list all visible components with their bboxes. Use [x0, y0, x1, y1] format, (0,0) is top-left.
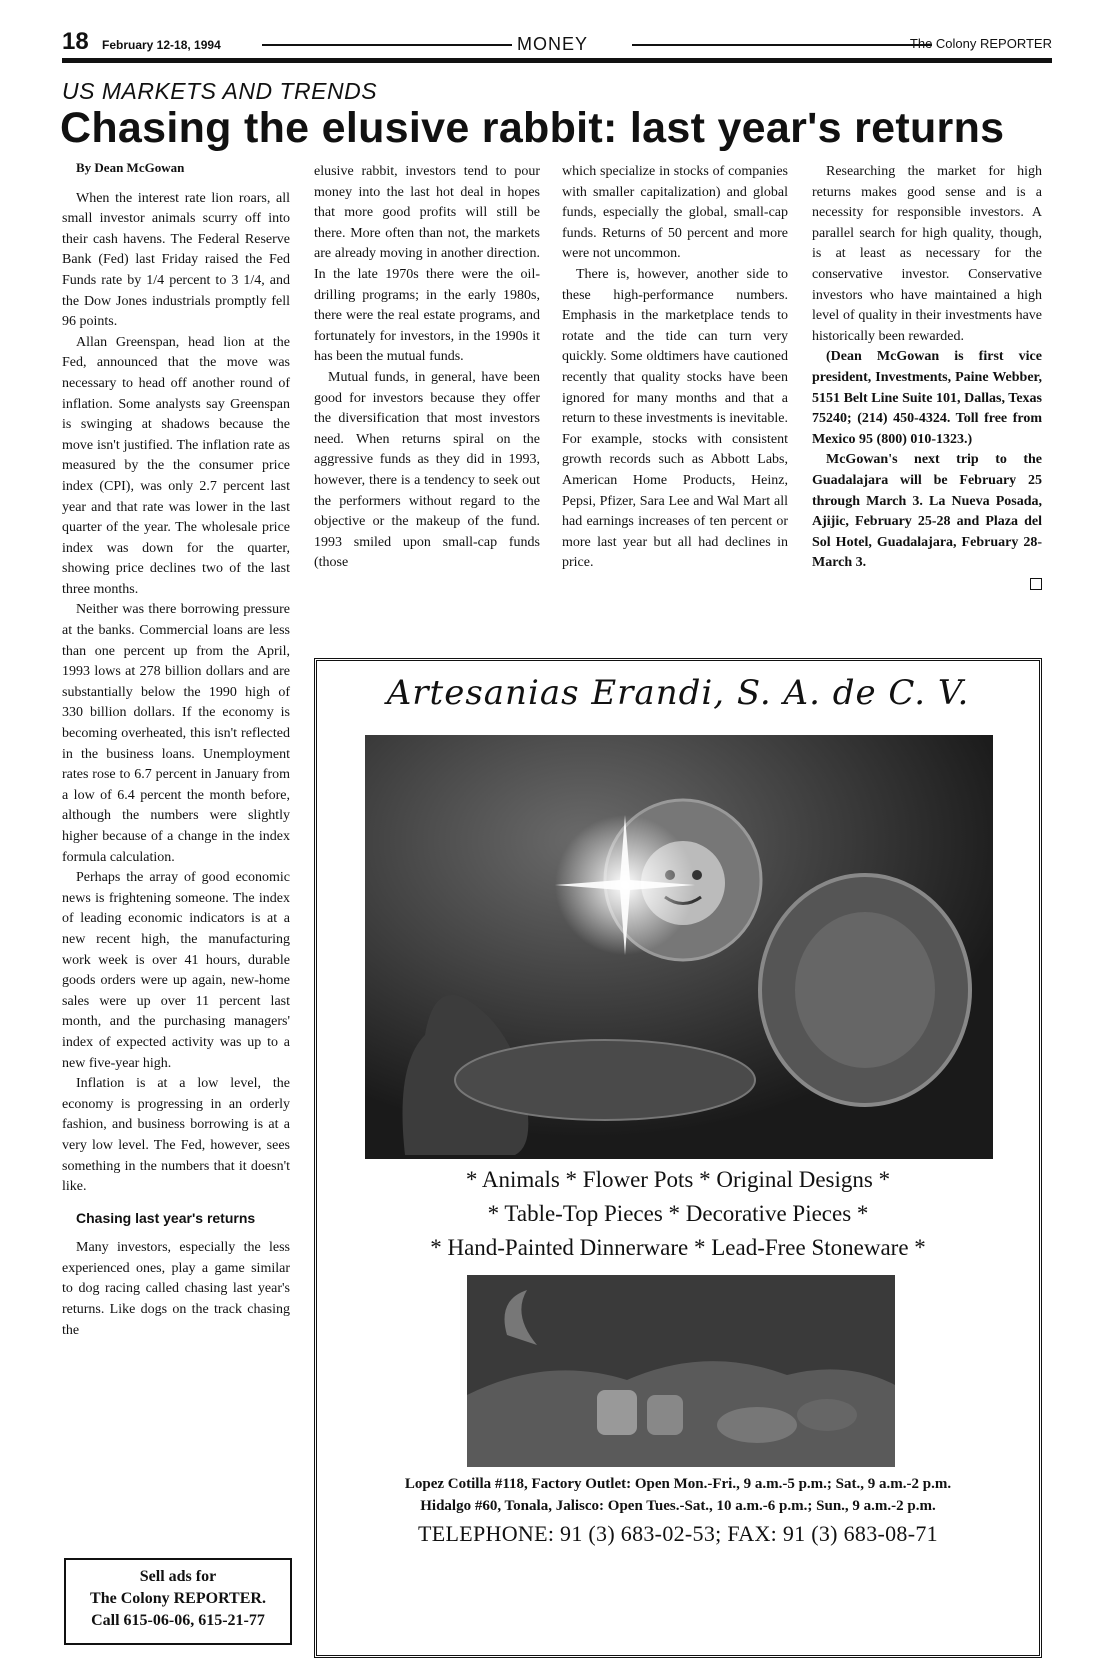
header-rule [62, 58, 1052, 63]
ad-telephone: TELEPHONE: 91 (3) 683-02-53; FAX: 91 (3) 683-08-71 [418, 1521, 938, 1546]
article-column-1 [62, 158, 290, 1341]
paragraph: When the interest rate lion roars, all small investor animals scurry off into their cash havens. The Federal Reserve Bank (Fed) last Friday raised the Fed Funds rate by 1/4 percent to 3 1/4, and the Dow Jones industrials promptly fell 96 points. [62, 190, 290, 330]
end-mark-icon [1030, 578, 1042, 590]
sell-ads-line: Sell ads for [139, 1568, 217, 1585]
header-divider [632, 44, 932, 46]
article-column-2 [314, 162, 540, 574]
paragraph: There is, however, another side to these high-performance numbers. Emphasis in the marketplace tends to rotate and the tide can turn very quickly. Some oldtimers have cautioned recently that quality stocks have been ignored for many months and that a return to these investments is inevitable. For example, stocks with consistent growth records such as Abbott Labs, American Home Products, Heinz, Pepsi, Pfizer, Sara Lee and Wal Mart all had earnings increases of ten percent or more last year but all had declines in price. [562, 266, 788, 571]
sell-ads-box [64, 1558, 292, 1645]
issue-date: February 12-18, 1994 [102, 38, 221, 52]
article-headline: Chasing the elusive rabbit: last year's returns [60, 104, 1005, 152]
paragraph: Researching the market for high returns makes good sense and is a necessity for responsible investors. A parallel search for high quality, though, is at least as necessary for the conservative investor. Conservative investors who have maintained a high level of quality in their investments have historically been rewarded. [812, 164, 1042, 344]
article-column-3 [562, 162, 788, 574]
page-number: 18 [62, 28, 89, 55]
ad-address-line: Hidalgo #60, Tonala, Jalisco: Open Tues.-Sat., 10 a.m.-6 p.m.; Sun., 9 a.m.-2 p.m. [420, 1498, 936, 1514]
page-header [62, 30, 1052, 56]
sell-ads-phone: Call 615-06-06, 615-21-77 [91, 1612, 265, 1629]
paragraph: Neither was there borrowing pressure at the banks. Commercial loans are less than one percent up from the April, 1993 lows at 278 billion dollars and are substantially below the 1990 high of 330 billion dollars. If the economy is becoming overheated, this isn't reflected in the business loans. Unemployment rates rose to 6.7 percent in January from a low of 6.4 percent the month before, although the numbers were slightly higher because of a change in the index formula calculation. [62, 602, 290, 865]
paragraph: Many investors, especially the less experienced ones, play a game similar to dog racing called chasing last year's returns. Like dogs on the track chasing the [62, 1240, 290, 1338]
advertisement [314, 658, 1042, 1658]
ad-brand: Artesanias Erandi, S. A. de C. V. [386, 673, 970, 713]
ad-address-line: Lopez Cotilla #118, Factory Outlet: Open Mon.-Fri., 9 a.m.-5 p.m.; Sat., 9 a.m.-2 p.m. [404, 1476, 952, 1492]
ad-photo-figurines [467, 1275, 895, 1467]
trip-notice: McGowan's next trip to the Guadalajara will be February 25 through March 3. La Nueva Posada, Ajijic, February 25-28 and Plaza del Sol Hotel, Guadalajara, February 28-March 3. [812, 452, 1042, 571]
article-kicker: US MARKETS AND TRENDS [62, 78, 378, 104]
paragraph: Perhaps the array of good economic news is frightening someone. The index of leading economic indicators is at a new recent high, the manufacturing work week is over 41 hours, durable goods orders were up again, new-home sales were up over 11 percent last month, and the purchasing managers' index of expected activity was up to a new five-year high. [62, 870, 290, 1071]
ad-addresses [317, 1473, 1039, 1517]
paragraph: elusive rabbit, investors tend to pour money into the last hot deal in hopes that more good profits will still be there. More often than not, the markets are already moving in another direction. In the late 1970s there were the oil-drilling programs; in the early 1980s, there were the real estate programs, and fortunately for investors, in the 1990s it has been the mutual funds. [314, 164, 540, 365]
author-bio: (Dean McGowan is first vice president, Investments, Paine Webber, 5151 Belt Line Suite 101, Dallas, Texas 75240; (214) 450-4324. Toll free from Mexico 95 (800) 010-1323.) [812, 349, 1042, 447]
publication-name: The Colony REPORTER [909, 36, 1052, 51]
paragraph: Allan Greenspan, head lion at the Fed, announced that the move was necessary to head off another round of inflation. Some analysts say Greenspan is swinging at shadows because the move isn't justified. The inflation rate as measured by the the consumer price index (CPI), was only 2.7 percent last year and that rate was lower in the last quarter of the year. The wholesale price index was down for the quarter, showing price declines two of the last three months. [62, 334, 290, 597]
section-name: MONEY [517, 34, 589, 54]
ad-product-list [317, 1163, 1039, 1265]
byline: By Dean McGowan [76, 160, 185, 175]
paragraph: Inflation is at a low level, the economy is progressing in an orderly fashion, and business borrowing is at a very low level. The Fed, however, sees something in the numbers that it doesn't like. [62, 1076, 290, 1195]
paragraph: Mutual funds, in general, have been good for investors because they offer the diversification that most investors need. When returns spiral on the aggressive funds as they did in 1993, however, there is a tendency to seek out the performers without regard to the objective or the makeup of the fund. 1993 smiled upon small-cap funds (those [314, 369, 540, 571]
paragraph: which specialize in stocks of companies with smaller capitalization) and global funds, especially the global, small-cap funds. Returns of 50 percent and more were not uncommon. [562, 164, 788, 262]
header-divider [262, 44, 512, 46]
article-column-4 [812, 162, 1042, 590]
subheading: Chasing last year's returns [76, 1209, 256, 1226]
ad-product-line: * Animals * Flower Pots * Original Designs * [465, 1167, 891, 1192]
ad-photo-pottery [365, 735, 993, 1159]
ad-product-line: * Table-Top Pieces * Decorative Pieces * [487, 1201, 869, 1226]
ad-product-line: * Hand-Painted Dinnerware * Lead-Free Stoneware * [430, 1235, 926, 1260]
sell-ads-line: The Colony REPORTER. [90, 1590, 266, 1607]
